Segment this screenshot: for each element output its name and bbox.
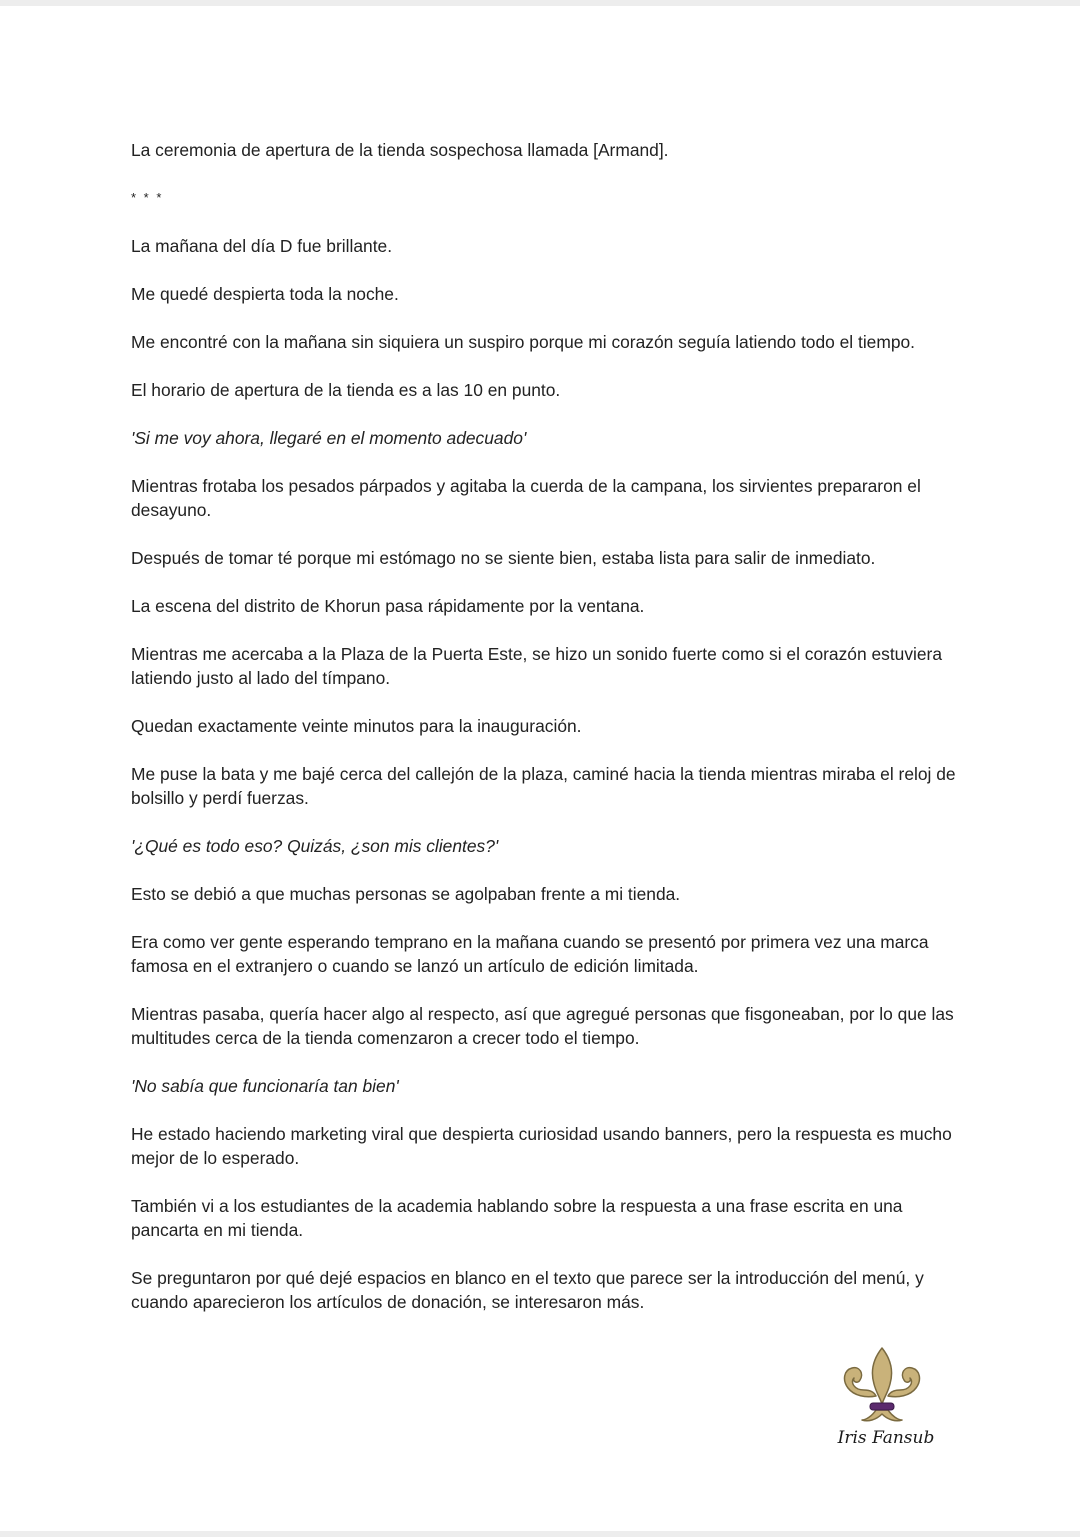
- paragraph: Me quedé despierta toda la noche.: [131, 284, 399, 304]
- paragraph: Mientras pasaba, quería hacer algo al respecto, así que agregué personas que fisgoneaban, por lo que las multitudes cerca de la tienda comenzaron a crecer todo el tiempo.: [131, 1004, 954, 1048]
- paragraph: Mientras me acercaba a la Plaza de la Puerta Este, se hizo un sonido fuerte como si el corazón estuviera latiendo justo al lado del tímpano.: [131, 644, 943, 688]
- paragraph: He estado haciendo marketing viral que despierta curiosidad usando banners, pero la respuesta es mucho mejor de lo esperado.: [131, 1124, 952, 1168]
- paragraph: Después de tomar té porque mi estómago no se siente bien, estaba lista para salir de inmediato.: [131, 548, 876, 568]
- fleur-de-lis-icon: [836, 1340, 936, 1428]
- document-page: [0, 6, 1080, 1531]
- paragraph: La escena del distrito de Khorun pasa rápidamente por la ventana.: [131, 596, 645, 616]
- paragraph: '¿Qué es todo eso? Quizás, ¿son mis clientes?': [131, 836, 499, 856]
- section-separator: * * *: [131, 190, 164, 205]
- paragraph: El horario de apertura de la tienda es a las 10 en punto.: [131, 380, 561, 400]
- paragraph: Era como ver gente esperando temprano en la mañana cuando se presentó por primera vez una marca famosa en el extranjero o cuando se lanzó un artículo de edición limitada.: [131, 932, 929, 976]
- paragraph: La ceremonia de apertura de la tienda sospechosa llamada [Armand].: [131, 140, 669, 160]
- paragraph: Me encontré con la mañana sin siquiera un suspiro porque mi corazón seguía latiendo todo el tiempo.: [131, 332, 916, 352]
- document-body: [131, 138, 961, 1338]
- paragraph: Me puse la bata y me bajé cerca del callejón de la plaza, caminé hacia la tienda mientras miraba el reloj de bolsillo y perdí fuerzas.: [131, 764, 956, 808]
- paragraph: 'Si me voy ahora, llegaré en el momento adecuado': [131, 428, 527, 448]
- paragraph: La mañana del día D fue brillante.: [131, 236, 393, 256]
- paragraph: Esto se debió a que muchas personas se agolpaban frente a mi tienda.: [131, 884, 681, 904]
- paragraph: Mientras frotaba los pesados párpados y agitaba la cuerda de la campana, los sirvientes prepararon el desayuno.: [131, 476, 921, 520]
- watermark-logo: [836, 1340, 936, 1460]
- paragraph: Se preguntaron por qué dejé espacios en blanco en el texto que parece ser la introducción del menú, y cuando aparecieron los artículos de donación, se interesaron más.: [131, 1268, 924, 1312]
- paragraph: 'No sabía que funcionaría tan bien': [131, 1076, 399, 1096]
- paragraph: Quedan exactamente veinte minutos para la inauguración.: [131, 716, 582, 736]
- watermark-text: Iris Fansub: [837, 1428, 935, 1448]
- paragraph: También vi a los estudiantes de la academia hablando sobre la respuesta a una frase escrita en una pancarta en mi tienda.: [131, 1196, 903, 1240]
